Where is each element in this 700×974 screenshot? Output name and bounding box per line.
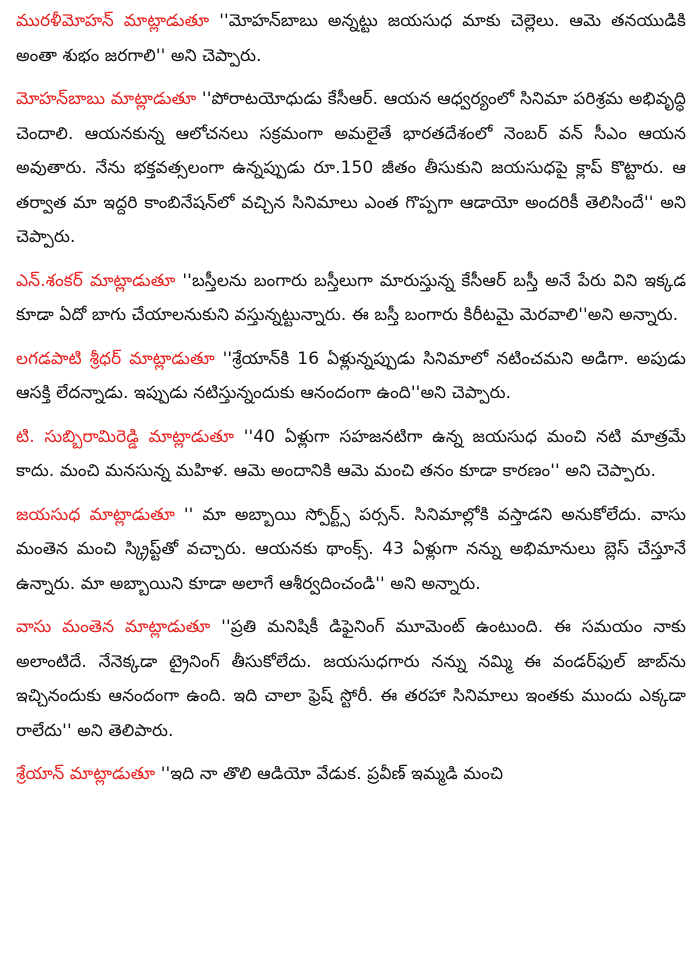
- quote-text: ''40 ఏళ్లుగా సహజనటిగా ఉన్న జయసుధ మంచి నటి మాత్రమే కాదు. మంచి మనసున్న మహిళ. ఆమె అందానికి ఆమె మంచి తనం కూడా కారణం'' అని చెప్పారు.: [16, 426, 686, 481]
- speaker-name: వాసు మంతెన మాట్లాడుతూ: [16, 617, 211, 637]
- quote-text: ''మోహన్‌బాబు అన్నట్టు జయసుధ మాకు చెల్లెలు. ఆమె తనయుడికి అంతా శుభం జరగాలి'' అని చెప్పారు.: [16, 11, 686, 66]
- quote-text: ''బస్తీలను బంగారు బస్తీలుగా మారుస్తున్న కేసీఆర్ బస్తీ అనే పేరు విని ఇక్కడ కూడా ఏదో బాగు చేయాలనుకుని వస్తున్నట్టున్నారు. ఈ బస్తీ బంగారు కిరీటమై మెరవాలి''అని అన్నారు.: [16, 270, 686, 325]
- quote-text: ''ఇది నా తొలి ఆడియో వేడుక. ప్రవీణ్ ఇమ్మడి మంచి: [155, 764, 504, 784]
- speaker-name: లగడపాటి శ్రీధర్ మాట్లాడుతూ: [16, 348, 215, 369]
- paragraph-mohan-babu: [16, 82, 686, 255]
- speaker-name: మురళీమోహన్ మాట్లాడుతూ: [16, 11, 210, 31]
- paragraph-lagadapati-sridhar: [16, 342, 686, 411]
- quote-text: ''శ్రేయాన్‌కి 16 ఏళ్లున్నప్పుడు సినిమాలో నటించమని అడిగా. అపుడు ఆసక్తి లేదన్నాడు. ఇప్పుడు నటిస్తున్నందుకు ఆనందంగా ఉంది''అని చెప్పారు.: [16, 348, 686, 403]
- paragraph-subbirami-reddy: [16, 420, 686, 489]
- speaker-name: టి. సుబ్బిరామిరెడ్డి మాట్లాడుతూ: [16, 426, 235, 447]
- paragraph-n-shankar: [16, 264, 686, 333]
- quote-text: '' మా అబ్బాయి స్పోర్ట్స్ పర్సన్. సినిమాల్లోకి వస్తాడని అనుకోలేదు. వాసు మంతెన మంచి స్క్రిప్ట్‌తో వచ్చారు. ఆయనకు థాంక్స్. 43 ఏళ్లుగా నన్ను అభిమానులు బ్లెస్ చేస్తూనే ఉన్నారు. మా అబ్బాయిని కూడా అలాగే ఆశీర్వదించండి'' అని అన్నారు.: [16, 504, 686, 594]
- speaker-name: మోహన్‌బాబు మాట్లాడుతూ: [16, 89, 197, 109]
- speaker-name: జయసుధ మాట్లాడుతూ: [16, 504, 175, 525]
- speaker-name: శ్రేయాన్ మాట్లాడుతూ: [16, 764, 156, 784]
- paragraph-murali-mohan: [16, 4, 686, 73]
- quote-text: ''పోరాటయోధుడు కేసీఆర్. ఆయన ఆధ్వర్యంలో సినిమా పరిశ్రమ అభివృద్ధి చెందాలి. ఆయనకున్న ఆలోచనలు సక్రమంగా అమలైతే భారతదేశంలో నెంబర్ వన్ సీఎం ఆయన అవుతారు. నేను భక్తవత్సలంగా ఉన్నప్పుడు రూ.150 జీతం తీసుకుని జయసుధపై క్లాప్ కొట్టారు. ఆ తర్వాత మా ఇద్దరి కాంబినేషన్‌లో వచ్చిన సినిమాలు ఎంత గొప్పగా ఆడాయో అందరికీ తెలిసిందే'' అని చెప్పారు.: [16, 89, 686, 247]
- speaker-name: ఎన్.శంకర్ మాట్లాడుతూ: [16, 270, 176, 291]
- paragraph-vasu-manthena: [16, 610, 686, 748]
- quote-text: ''ప్రతి మనిషికీ డిఫైనింగ్ మూమెంట్ ఉంటుంది. ఈ సమయం నాకు అలాంటిదే. నేనెక్కడా ట్రైనింగ్ తీసుకోలేదు. జయసుధగారు నన్ను నమ్మి ఈ వండర్‌ఫుల్ జాబ్‌ను ఇచ్చినందుకు ఆనందంగా ఉంది. ఇది చాలా ఫ్రెష్ స్టోరీ. ఈ తరహా సినిమాలు ఇంతకు ముందు ఎక్కడా రాలేదు'' అని తెలిపారు.: [16, 617, 686, 741]
- paragraph-shreyan: [16, 757, 686, 792]
- paragraph-jayasudha: [16, 498, 686, 602]
